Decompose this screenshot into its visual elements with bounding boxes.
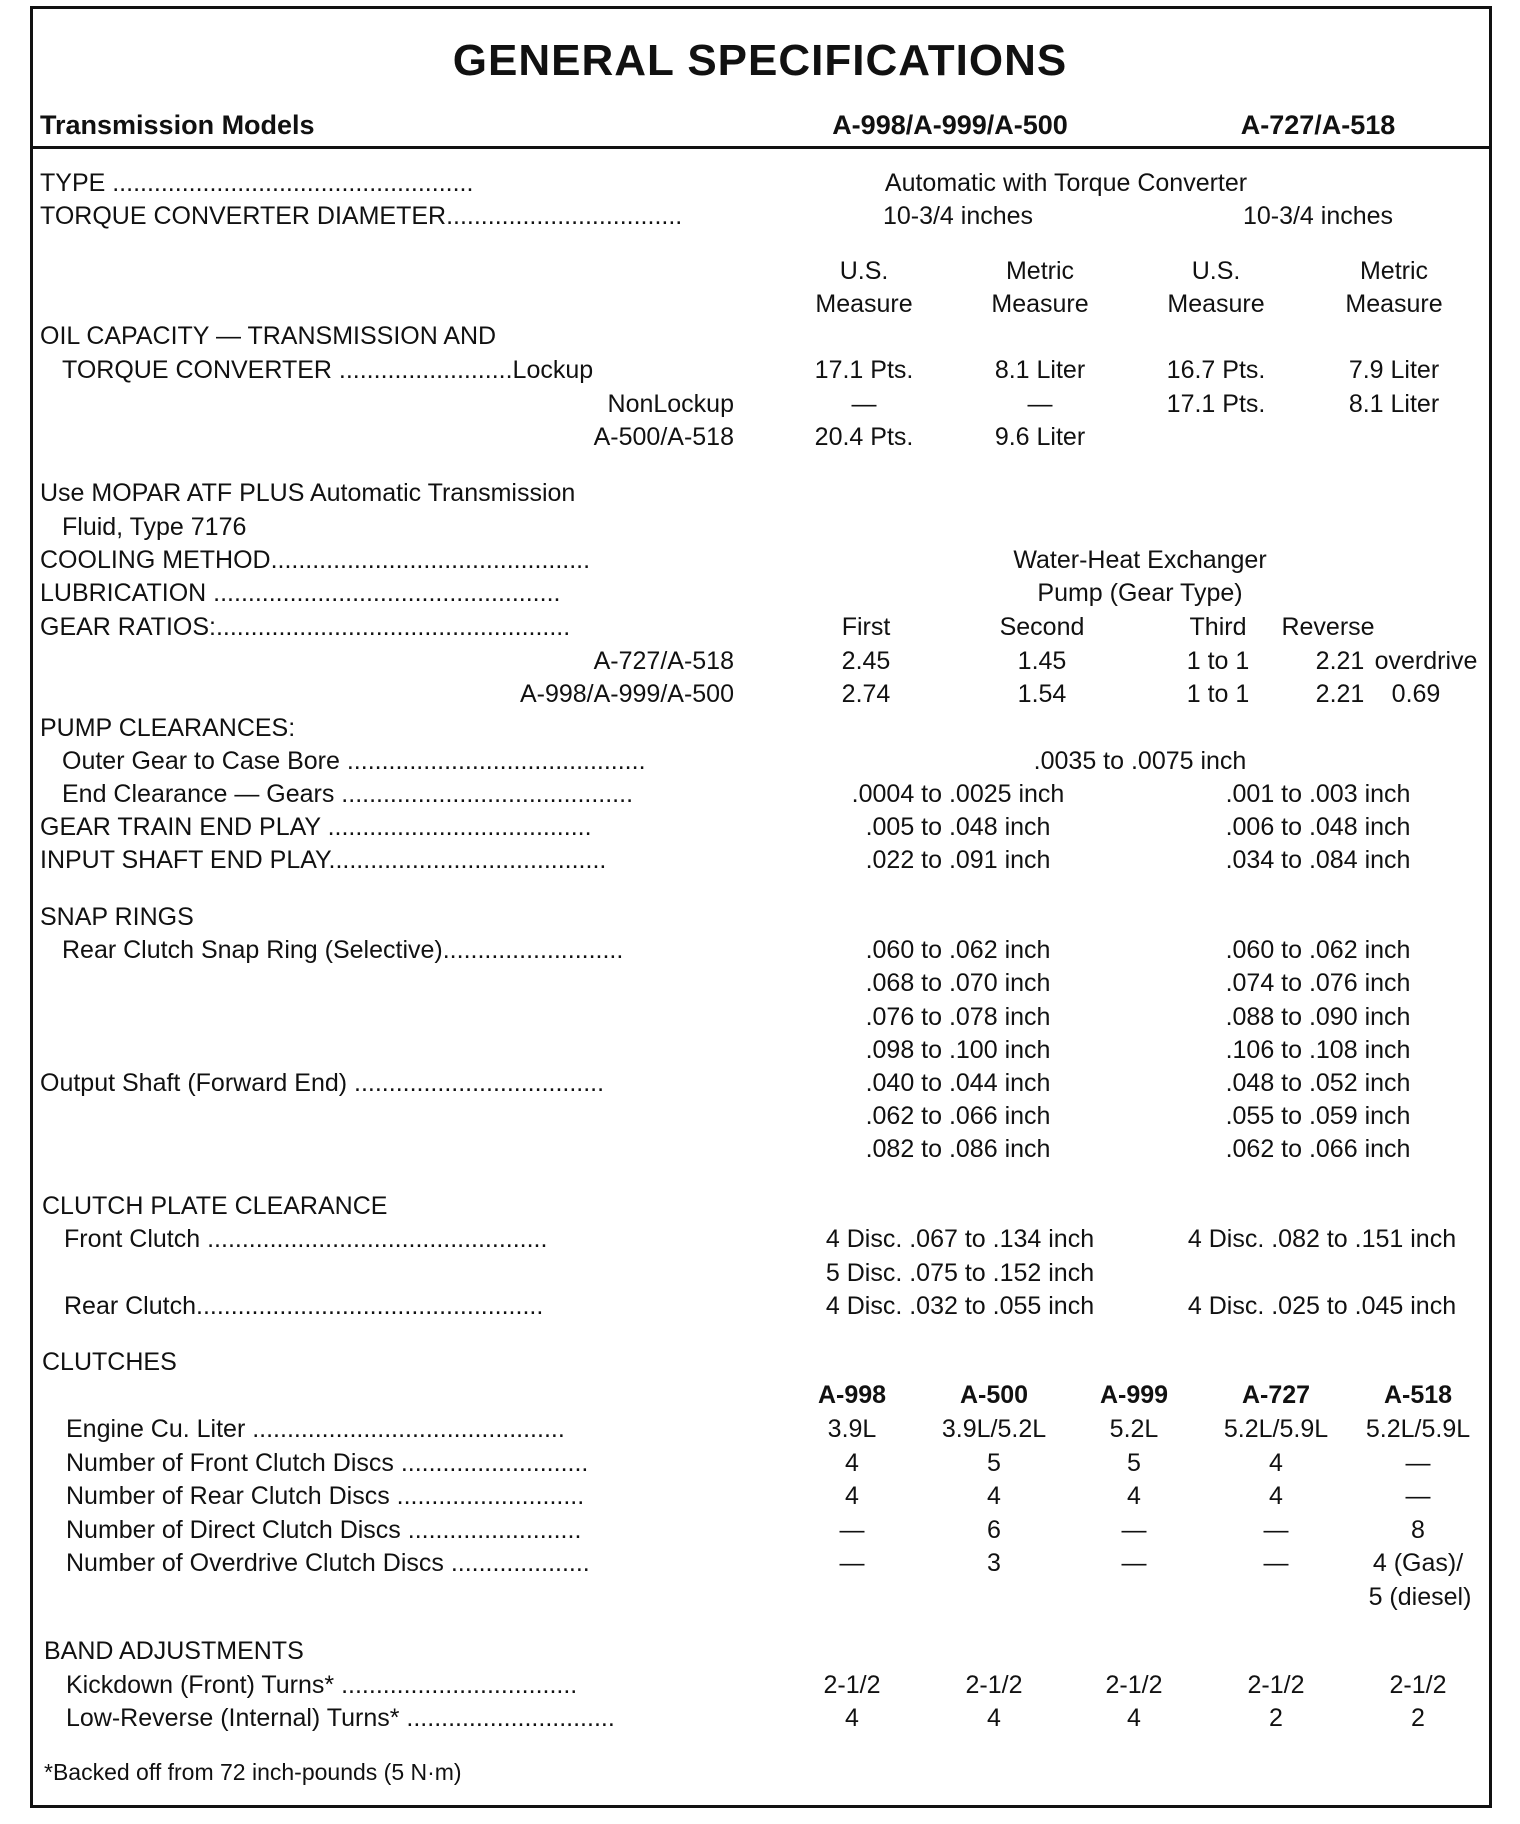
clutch-cell: — bbox=[1263, 1549, 1289, 1577]
gear-train-g2: .006 to .048 inch bbox=[1225, 813, 1411, 841]
us-measure-head: U.S. bbox=[1191, 257, 1241, 285]
clutch-cell: — bbox=[839, 1549, 865, 1577]
input-shaft-label: INPUT SHAFT END PLAY........................................ bbox=[40, 846, 607, 874]
us-measure-head-2: Measure bbox=[1167, 290, 1265, 318]
clutch-cell: 5 bbox=[1127, 1449, 1141, 1477]
clutch-row-label: Number of Overdrive Clutch Discs .................... bbox=[66, 1549, 590, 1577]
oil-lockup-value: 8.1 Liter bbox=[994, 356, 1086, 384]
snap-ring-value: .074 to .076 inch bbox=[1225, 969, 1411, 997]
band-cell: 2-1/2 bbox=[823, 1671, 881, 1699]
us-measure-head: U.S. bbox=[839, 257, 889, 285]
clutch-cell: 5.2L/5.9L bbox=[1223, 1415, 1329, 1443]
oil-lockup-value: 7.9 Liter bbox=[1348, 356, 1440, 384]
oil-nonlockup-label: NonLockup bbox=[607, 390, 734, 418]
clutch-row-label: Number of Front Clutch Discs ........................... bbox=[66, 1449, 589, 1477]
gear-head-third: Third bbox=[1189, 613, 1247, 641]
clutch-cell: 5 bbox=[987, 1449, 1001, 1477]
snap-ring-value: .068 to .070 inch bbox=[865, 969, 1051, 997]
output-shaft-value: .062 to .066 inch bbox=[1225, 1135, 1411, 1163]
cooling-value: Water-Heat Exchanger bbox=[1013, 546, 1267, 574]
front-clutch-value: 5 Disc. .075 to .152 inch bbox=[825, 1259, 1095, 1287]
band-cell: 4 bbox=[987, 1704, 1001, 1732]
oil-capacity-lockup-label: TORQUE CONVERTER .........................Lockup bbox=[62, 356, 594, 384]
models-label: Transmission Models bbox=[40, 110, 315, 140]
clutch-cell: 4 bbox=[1127, 1482, 1141, 1510]
gear-ratios-label: GEAR RATIOS:................................................... bbox=[40, 613, 571, 641]
snap-ring-value: .076 to .078 inch bbox=[865, 1003, 1051, 1031]
clutch-row-label: Number of Direct Clutch Discs ......................... bbox=[66, 1516, 582, 1544]
clutch-cell: 4 bbox=[1269, 1449, 1283, 1477]
rear-clutch-label: Rear Clutch.................................................. bbox=[64, 1292, 544, 1320]
clutch-cell: 5.2L bbox=[1109, 1415, 1159, 1443]
output-shaft-value: .082 to .086 inch bbox=[865, 1135, 1051, 1163]
band-adjustments-label: BAND ADJUSTMENTS bbox=[44, 1637, 304, 1665]
clutch-cell: — bbox=[1405, 1449, 1431, 1477]
clutch-cell: 3.9L/5.2L bbox=[941, 1415, 1047, 1443]
band-cell: 2 bbox=[1411, 1704, 1425, 1732]
gear-head-reverse: Reverse bbox=[1281, 613, 1375, 641]
oil-lockup-value: 16.7 Pts. bbox=[1166, 356, 1266, 384]
clutch-plate-clearance-label: CLUTCH PLATE CLEARANCE bbox=[42, 1192, 388, 1220]
clutch-cell: — bbox=[1263, 1516, 1289, 1544]
snap-ring-value: .098 to .100 inch bbox=[865, 1036, 1051, 1064]
band-cell: 2-1/2 bbox=[1247, 1671, 1305, 1699]
lubrication-value: Pump (Gear Type) bbox=[1037, 579, 1243, 607]
clutch-cell: 6 bbox=[987, 1516, 1001, 1544]
converter-value-g2: 10-3/4 inches bbox=[1242, 202, 1394, 230]
metric-measure-head-2: Measure bbox=[991, 290, 1089, 318]
gear-row-label: A-998/A-999/A-500 bbox=[519, 680, 734, 708]
output-shaft-value: .055 to .059 inch bbox=[1225, 1102, 1411, 1130]
metric-measure-head: Metric bbox=[1005, 257, 1075, 285]
band-cell: 4 bbox=[1127, 1704, 1141, 1732]
oil-a500-value: 9.6 Liter bbox=[994, 423, 1086, 451]
front-clutch-value: 4 Disc. .067 to .134 inch bbox=[825, 1225, 1095, 1253]
converter-value-g1: 10-3/4 inches bbox=[882, 202, 1034, 230]
oil-capacity-label: OIL CAPACITY — TRANSMISSION AND bbox=[40, 322, 497, 350]
gear-ratio-value: 1 to 1 bbox=[1186, 647, 1250, 675]
clutch-cell: 4 (Gas)/ bbox=[1372, 1549, 1464, 1577]
band-cell: 2-1/2 bbox=[965, 1671, 1023, 1699]
oil-nonlockup-value: 17.1 Pts. bbox=[1166, 390, 1266, 418]
header-divider bbox=[30, 146, 1492, 149]
type-label: TYPE .................................................... bbox=[40, 169, 474, 197]
clutch-cell: 4 bbox=[1269, 1482, 1283, 1510]
pump-end-clearance-g2: .001 to .003 inch bbox=[1225, 780, 1411, 808]
input-shaft-g1: .022 to .091 inch bbox=[865, 846, 1051, 874]
model-group-2: A-727/A-518 bbox=[1240, 110, 1396, 140]
clutch-cell: 4 bbox=[987, 1482, 1001, 1510]
band-cell: 2-1/2 bbox=[1105, 1671, 1163, 1699]
us-measure-head-2: Measure bbox=[815, 290, 913, 318]
clutches-label: CLUTCHES bbox=[42, 1348, 177, 1376]
gear-ratio-value: 0.69 bbox=[1391, 680, 1441, 708]
gear-ratio-value: 1.45 bbox=[1017, 647, 1067, 675]
rear-clutch-snap-ring-label: Rear Clutch Snap Ring (Selective).......................... bbox=[62, 936, 624, 964]
gear-ratio-value: 1.54 bbox=[1017, 680, 1067, 708]
clutch-row-label: Number of Rear Clutch Discs ........................... bbox=[66, 1482, 585, 1510]
pump-clearances-label: PUMP CLEARANCES: bbox=[40, 714, 296, 742]
clutch-cell: 5.2L/5.9L bbox=[1365, 1415, 1471, 1443]
oil-nonlockup-value: 8.1 Liter bbox=[1348, 390, 1440, 418]
pump-outer-gear-value: .0035 to .0075 inch bbox=[1033, 747, 1247, 775]
oil-a500-label: A-500/A-518 bbox=[593, 423, 734, 451]
snap-ring-value: .088 to .090 inch bbox=[1225, 1003, 1411, 1031]
clutch-row-label: Engine Cu. Liter ............................................. bbox=[66, 1415, 565, 1443]
oil-nonlockup-value: — bbox=[851, 390, 877, 418]
rear-clutch-value: 4 Disc. .032 to .055 inch bbox=[825, 1292, 1095, 1320]
clutch-cell: — bbox=[1121, 1516, 1147, 1544]
lubrication-label: LUBRICATION .................................................. bbox=[40, 579, 561, 607]
clutch-cell-overdrive-diesel: 5 (diesel) bbox=[1368, 1583, 1472, 1611]
pump-end-clearance-label: End Clearance — Gears .......................................... bbox=[62, 780, 634, 808]
cooling-label: COOLING METHOD.............................................. bbox=[40, 546, 591, 574]
converter-label: TORQUE CONVERTER DIAMETER.................................. bbox=[40, 202, 683, 230]
snap-ring-value: .106 to .108 inch bbox=[1225, 1036, 1411, 1064]
metric-measure-head: Metric bbox=[1359, 257, 1429, 285]
clutch-cell: — bbox=[1121, 1549, 1147, 1577]
output-shaft-label: Output Shaft (Forward End) .................................... bbox=[40, 1069, 605, 1097]
front-clutch-value-g2: 4 Disc. .082 to .151 inch bbox=[1187, 1225, 1457, 1253]
clutch-cell: 3 bbox=[987, 1549, 1001, 1577]
gear-ratio-value: 2.45 bbox=[841, 647, 891, 675]
gear-ratio-overdrive-head: overdrive bbox=[1374, 647, 1478, 675]
metric-measure-head-2: Measure bbox=[1345, 290, 1443, 318]
pump-outer-gear-label: Outer Gear to Case Bore ........................................... bbox=[62, 747, 646, 775]
gear-head-second: Second bbox=[999, 613, 1085, 641]
gear-ratio-value: 2.21 bbox=[1315, 680, 1365, 708]
output-shaft-value: .062 to .066 inch bbox=[865, 1102, 1051, 1130]
gear-train-label: GEAR TRAIN END PLAY ...................................... bbox=[40, 813, 592, 841]
pump-end-clearance-g1: .0004 to .0025 inch bbox=[851, 780, 1065, 808]
band-cell: 4 bbox=[845, 1704, 859, 1732]
clutch-model-head: A-500 bbox=[959, 1381, 1029, 1409]
snap-rings-label: SNAP RINGS bbox=[40, 903, 194, 931]
gear-ratio-value: 2.74 bbox=[841, 680, 891, 708]
fluid-note: Use MOPAR ATF PLUS Automatic Transmission bbox=[40, 479, 576, 507]
clutch-cell: — bbox=[1405, 1482, 1431, 1510]
band-cell: 2-1/2 bbox=[1389, 1671, 1447, 1699]
gear-train-g1: .005 to .048 inch bbox=[865, 813, 1051, 841]
clutch-cell: 4 bbox=[845, 1449, 859, 1477]
gear-row-label: A-727/A-518 bbox=[593, 647, 734, 675]
model-group-1: A-998/A-999/A-500 bbox=[832, 110, 1068, 140]
clutch-cell: — bbox=[839, 1516, 865, 1544]
clutch-cell: 8 bbox=[1411, 1516, 1425, 1544]
oil-lockup-value: 17.1 Pts. bbox=[814, 356, 914, 384]
gear-ratio-value: 1 to 1 bbox=[1186, 680, 1250, 708]
output-shaft-value: .048 to .052 inch bbox=[1225, 1069, 1411, 1097]
clutch-model-head: A-727 bbox=[1241, 1381, 1311, 1409]
band-row-label: Kickdown (Front) Turns* .................................. bbox=[66, 1671, 578, 1699]
snap-ring-value: .060 to .062 inch bbox=[1225, 936, 1411, 964]
clutch-cell: 4 bbox=[845, 1482, 859, 1510]
fluid-note-type: Fluid, Type 7176 bbox=[62, 513, 247, 541]
band-row-label: Low-Reverse (Internal) Turns* .............................. bbox=[66, 1704, 615, 1732]
clutch-cell: 3.9L bbox=[827, 1415, 877, 1443]
front-clutch-label: Front Clutch ................................................. bbox=[64, 1225, 548, 1253]
clutch-model-head: A-518 bbox=[1383, 1381, 1453, 1409]
footnote: *Backed off from 72 inch-pounds (5 N·m) bbox=[44, 1759, 462, 1785]
type-value: Automatic with Torque Converter bbox=[884, 169, 1248, 197]
band-cell: 2 bbox=[1269, 1704, 1283, 1732]
output-shaft-value: .040 to .044 inch bbox=[865, 1069, 1051, 1097]
oil-a500-value: 20.4 Pts. bbox=[814, 423, 914, 451]
input-shaft-g2: .034 to .084 inch bbox=[1225, 846, 1411, 874]
clutch-model-head: A-998 bbox=[817, 1381, 887, 1409]
gear-head-first: First bbox=[841, 613, 891, 641]
page-title: GENERAL SPECIFICATIONS bbox=[452, 36, 1068, 85]
clutch-model-head: A-999 bbox=[1099, 1381, 1169, 1409]
gear-ratio-value: 2.21 bbox=[1315, 647, 1365, 675]
oil-nonlockup-value: — bbox=[1027, 390, 1053, 418]
rear-clutch-value-g2: 4 Disc. .025 to .045 inch bbox=[1187, 1292, 1457, 1320]
snap-ring-value: .060 to .062 inch bbox=[865, 936, 1051, 964]
